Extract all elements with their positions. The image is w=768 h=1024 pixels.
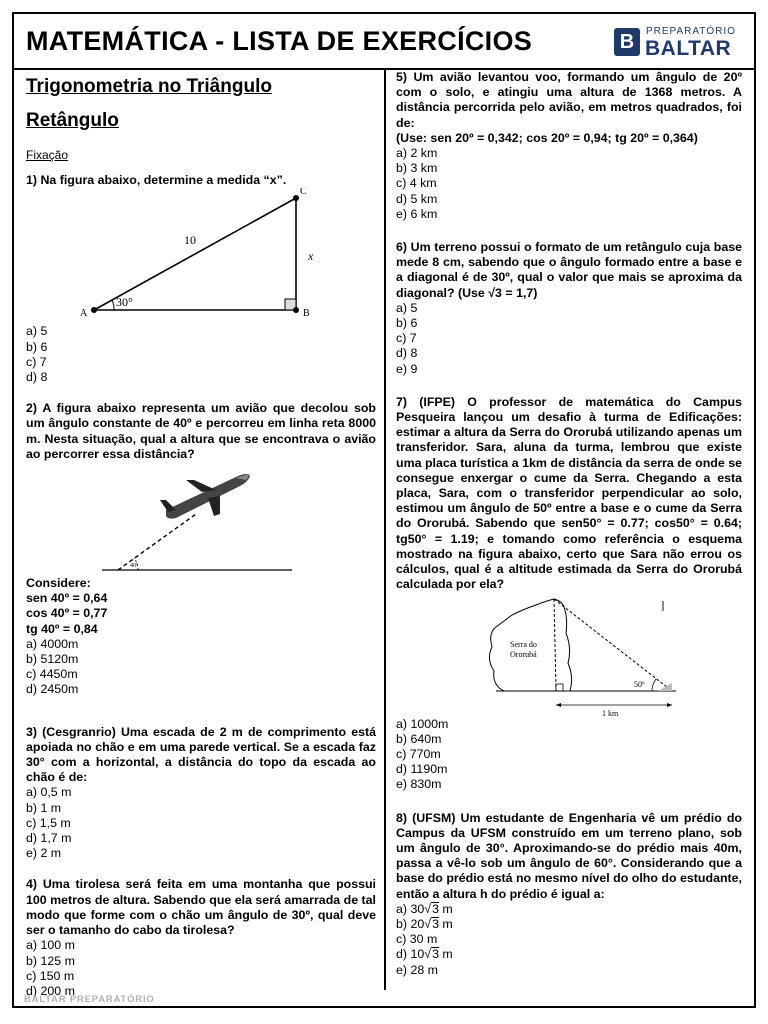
question-7-figure [396, 593, 742, 717]
q6-option-d: d) 8 [396, 346, 418, 361]
question-5-use: (Use: sen 20º = 0,342; cos 20º = 0,94; tg 20º = 0,364) [396, 130, 698, 145]
q2-option-a: a) 4000m [26, 636, 79, 651]
question-2-text: 2) A figura abaixo representa um avião que decolou sob um ângulo constante de 40º e percorreu em linha reta 8000 m. Nesta situação, qual a altura que se encontrava o avião ao percorrer essa distância? [26, 401, 376, 461]
q4-option-b: b) 125 m [26, 953, 75, 968]
q2-consider-label: Considere: [26, 576, 91, 591]
q2-value-sen: sen 40º = 0,64 [26, 591, 108, 606]
logo-subtitle: PREPARATÓRIO [646, 26, 736, 37]
q1-option-a: a) 5 [26, 324, 48, 339]
q3-option-a: a) 0,5 m [26, 785, 72, 800]
q6-option-b: b) 6 [396, 316, 418, 331]
question-3-text: 3) (Cesgranrio) Uma escada de 2 m de comprimento está apoiada no chão e em uma parede vertical. Se a escada faz 30° com a horizontal, a distância do topo da escada ao chão é de: [26, 724, 376, 785]
airplane-angle-label: 40º [130, 563, 138, 570]
logo-letter: B [614, 28, 640, 56]
question-7-text: 7) (IFPE) O professor de matemática do Campus Pesqueira lançou um desafio à turma de Edificações: estimar a altura da Serra do Ororubá utilizando apenas um transferidor. Sara, aluna da turma, lembrou que existe uma placa turística a 1km de distância da serra de onde se consegue enxergar o cume da Serra. Chegando a esta placa, Sara, com o transferidor perpendicular ao solo, estimou um ângulo de 50º entre a base e o cume da Serra do Ororubá. Sabendo que sen50° = 0.77; cos50° = 0.64; tg50° = 1.19; e tomando como referência o esquema mostrado na figura abaixo, certo que Sara não errou os cálculos, qual é a altitude estimada da Serra do Ororubá calculada por ela? [396, 394, 742, 592]
q3-option-b: b) 1 m [26, 800, 62, 815]
page-header [12, 12, 756, 70]
q6-option-c: c) 7 [396, 331, 417, 346]
question-8-text: 8) (UFSM) Um estudante de Engenharia vê um prédio do Campus da UFSM construído em um terreno plano, sob um ângulo de 30°. Aproximando-se do prédio mais 40m, passa a vê-lo sob um ângulo de 60°. Considerando que a base do prédio está no mesmo nível do olho do estudante, então a altura h do prédio é igual a: [396, 810, 742, 901]
q8-option-a: a) 30√3 m [396, 901, 453, 916]
question-1-text: 1) Na figura abaixo, determine a medida “x”. [26, 173, 287, 188]
q3-option-d: d) 1,7 m [26, 831, 72, 846]
q1-option-b: b) 6 [26, 339, 48, 354]
q8-option-e: e) 28 m [396, 962, 439, 977]
mountain-label-line2: Ororubá [510, 649, 537, 659]
distance-label: 1 km [602, 708, 619, 717]
q7-option-d: d) 1190m [396, 762, 448, 777]
airplane-icon [160, 474, 250, 519]
q7-option-b: b) 640m [396, 731, 442, 746]
q4-option-a: a) 100 m [26, 938, 75, 953]
q5-option-c: c) 4 km [396, 176, 437, 191]
q5-option-d: d) 5 km [396, 191, 438, 206]
brand-logo [614, 22, 744, 62]
q8-option-c: c) 30 m [396, 932, 438, 947]
airplane-diagram [26, 462, 326, 576]
q7-option-c: c) 770m [396, 746, 441, 761]
question-5-text: 5) Um avião levantou voo, formando um ângulo de 20º com o solo, e atingiu uma altura de 1368 metros. A distância percorrida pelo avião, em metros quadrados, foi de: [396, 70, 742, 130]
q5-option-a: a) 2 km [396, 146, 438, 161]
hypotenuse-label: 10 [184, 233, 196, 248]
q4-option-c: c) 150 m [26, 968, 75, 983]
q5-option-e: e) 6 km [396, 206, 438, 221]
q2-option-b: b) 5120m [26, 652, 79, 667]
left-column [26, 70, 376, 999]
section-title-line2: Retângulo [26, 110, 119, 131]
question-6-text: 6) Um terreno possui o formato de um retângulo cuja base mede 8 cm, sabendo que o ângulo formado entre a base e a diagonal é de 30º, qual o valor que mais se aproxima da diagonal? (Use √3 = 1,7) [396, 240, 742, 300]
subsection-label: Fixação [26, 148, 69, 162]
section-title-line1: Trigonometria no Triângulo [26, 76, 272, 97]
vertex-c-label: C [300, 188, 307, 198]
side-x-label: x [308, 249, 314, 264]
question-2-figure [26, 462, 376, 576]
q2-option-c: c) 4450m [26, 667, 78, 682]
q1-option-d: d) 8 [26, 370, 48, 385]
vertex-a-label: A [80, 308, 88, 320]
mountain-diagram [396, 593, 742, 717]
q5-option-b: b) 3 km [396, 161, 438, 176]
q2-value-cos: cos 40º = 0,77 [26, 606, 108, 621]
vertex-b-label: B [303, 308, 310, 320]
angle-label: 30° [116, 295, 133, 310]
q3-option-c: c) 1,5 m [26, 815, 71, 830]
q6-option-e: e) 9 [396, 361, 418, 376]
question-4-text: 4) Uma tirolesa será feita em uma montanha que possui 100 metros de altura. Sabendo que ela será amarrada de tal modo que forme com o chão um ângulo de 30º, qual deve ser o tamanho do cabo da tirolesa? [26, 877, 376, 938]
q7-option-e: e) 830m [396, 777, 442, 792]
q1-option-c: c) 7 [26, 354, 47, 369]
logo-name: BALTAR [645, 37, 732, 60]
q3-option-e: e) 2 m [26, 846, 62, 861]
q6-option-a: a) 5 [396, 300, 418, 315]
q7-option-a: a) 1000m [396, 716, 449, 731]
q4-option-d: d) 200 m [26, 983, 75, 998]
q2-option-d: d) 2450m [26, 682, 79, 697]
mountain-angle-label: 50º [634, 679, 645, 689]
mountain-label-line1: Serra do [510, 639, 537, 649]
q8-option-b: b) 20√3 m [396, 916, 453, 931]
question-1-figure [26, 188, 376, 324]
right-column [396, 70, 742, 978]
page-title: MATEMÁTICA - LISTA DE EXERCÍCIOS [26, 26, 533, 56]
triangle-diagram [26, 188, 326, 324]
page-footer: BALTAR PREPARATÓRIO [24, 994, 155, 1005]
q8-option-d: d) 10√3 m [396, 947, 453, 962]
column-divider [384, 70, 386, 990]
q2-value-tg: tg 40º = 0,84 [26, 621, 98, 636]
